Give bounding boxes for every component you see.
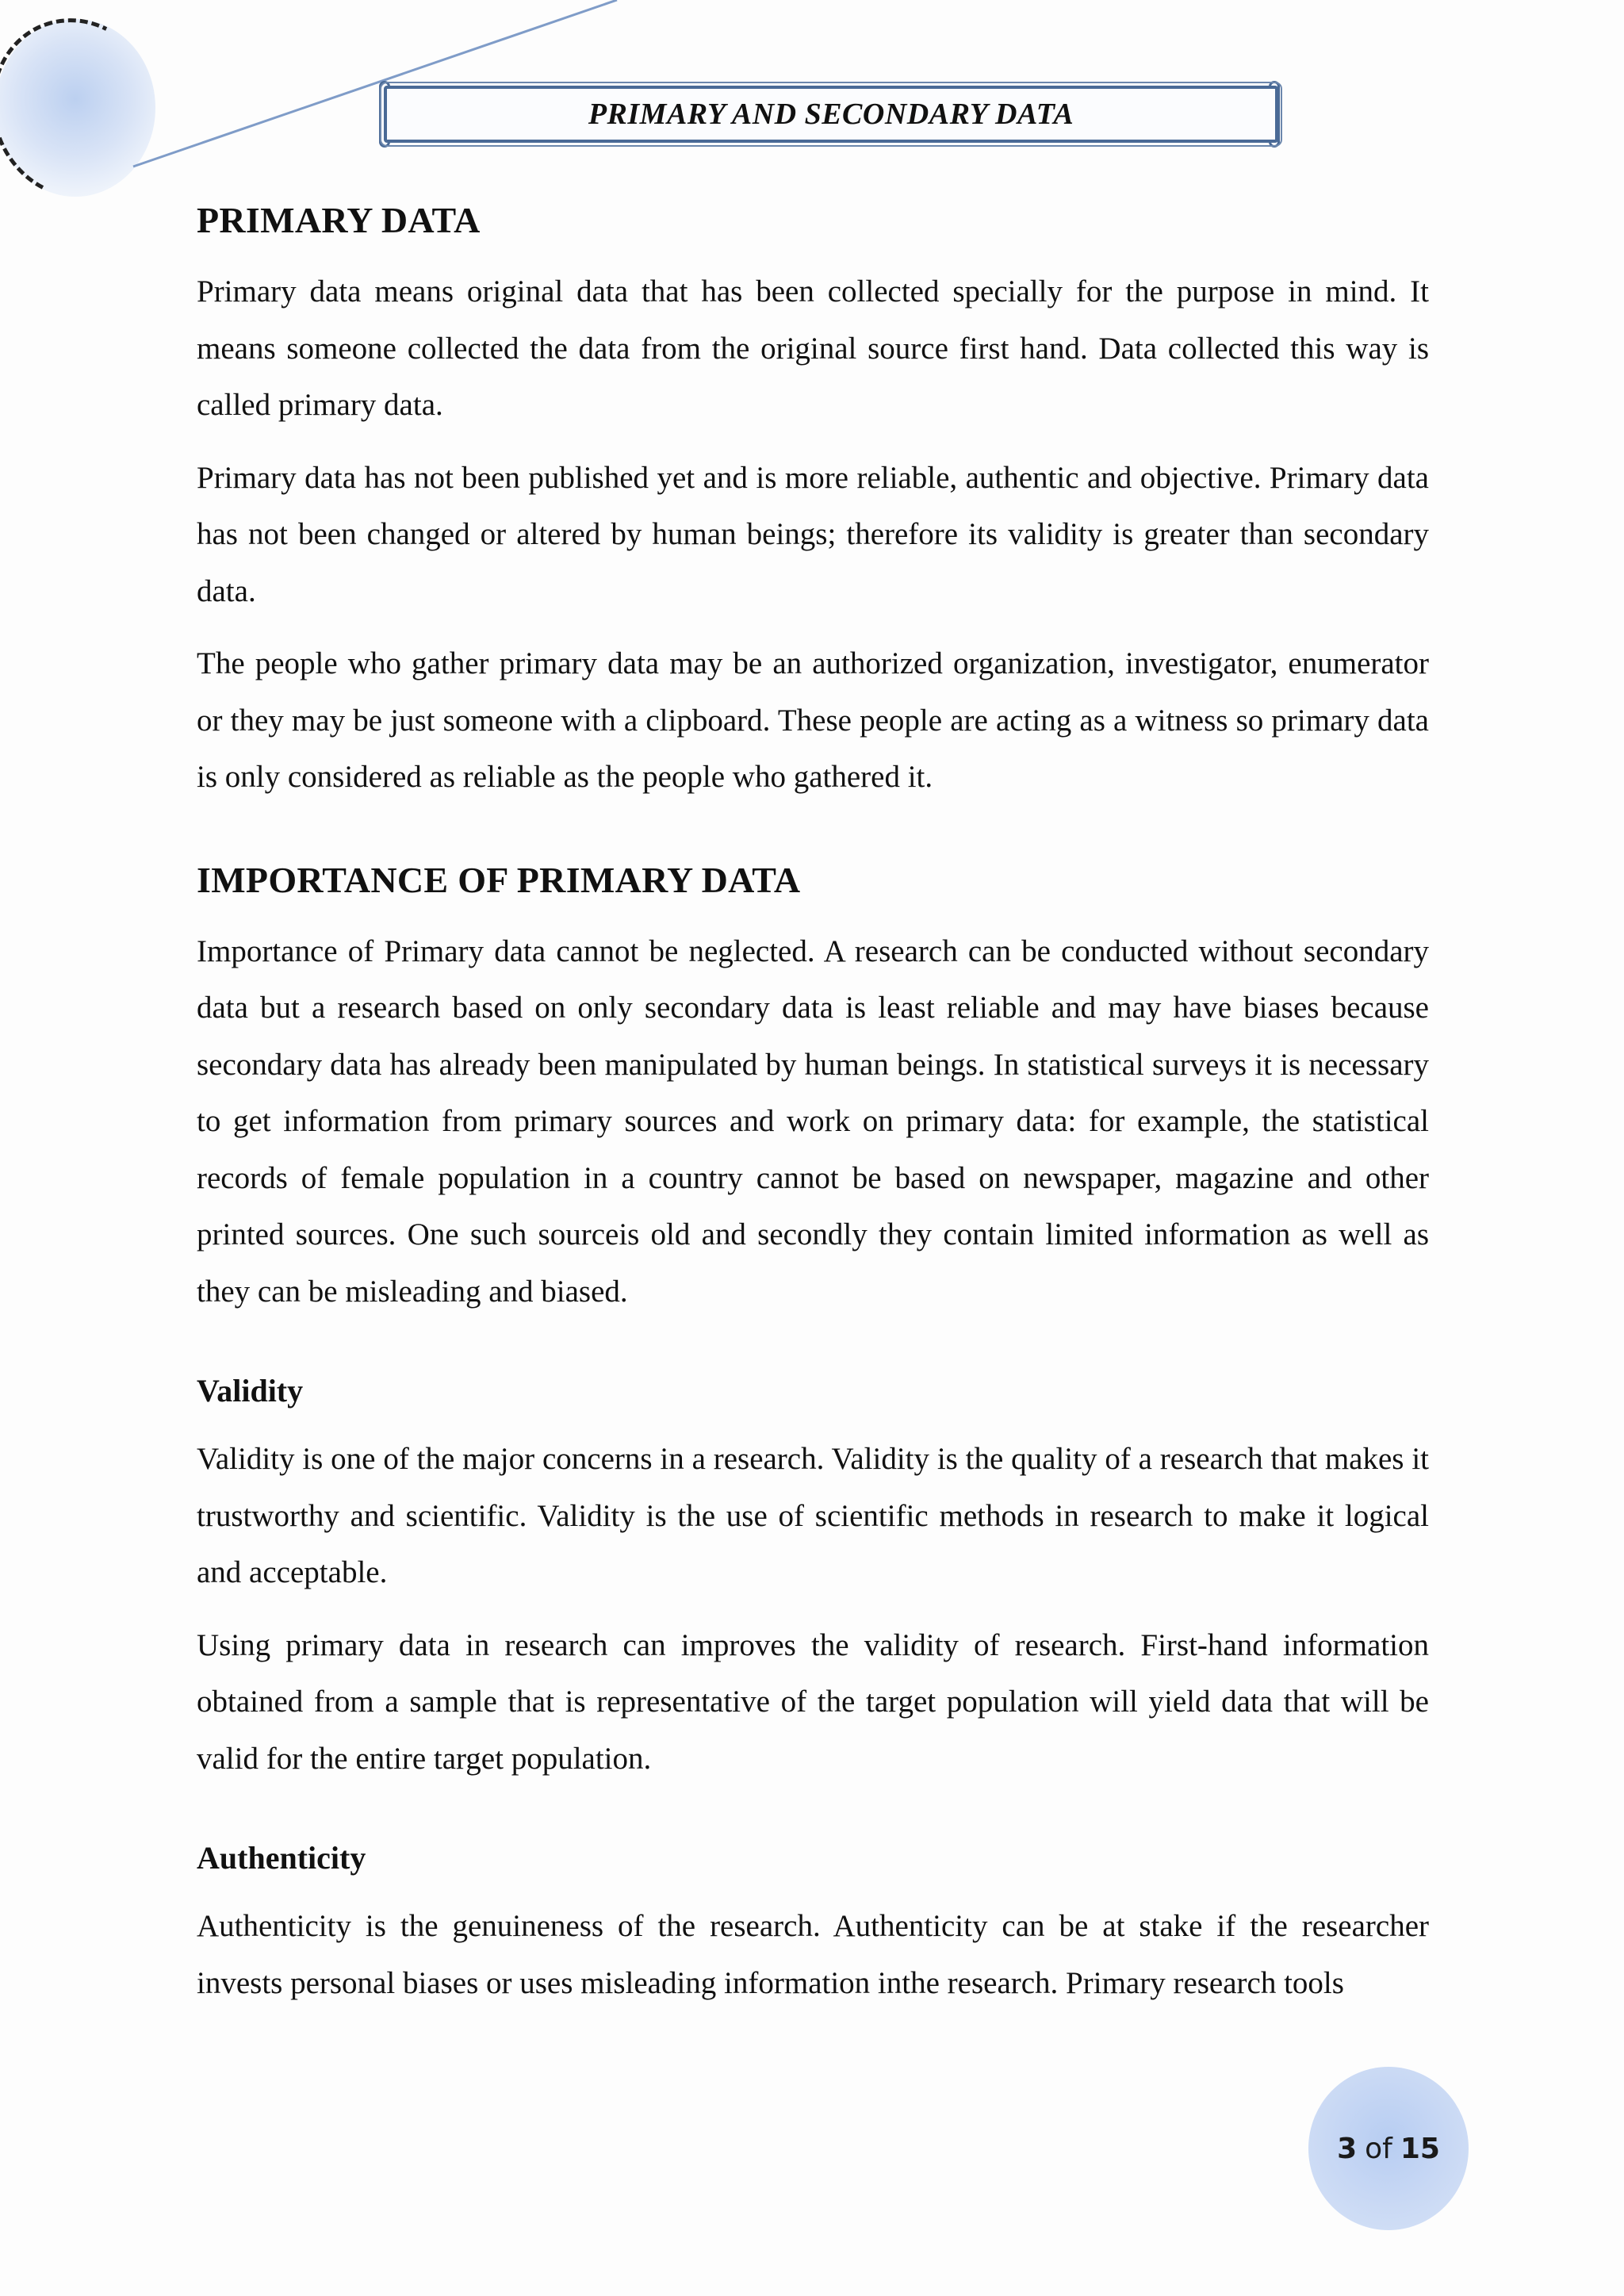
running-header: [384, 86, 1278, 143]
running-header-title: PRIMARY AND SECONDARY DATA: [588, 98, 1074, 131]
paragraph: Primary data has not been published yet and is more reliable, authentic and objective. Primary data has not been changed or altered by human beings; therefore its validity is greater than secondary data.: [197, 460, 1429, 608]
section-heading-importance: IMPORTANCE OF PRIMARY DATA: [197, 859, 801, 900]
page-number-total: 15: [1400, 2132, 1440, 2165]
paragraph: Importance of Primary data cannot be neglected. A research can be conducted without secondary data but a research based on only secondary data is least reliable and may have biases because secondary data has already been manipulated by human beings. In statistical surveys it is necessary to get information from primary sources and work on primary data: for example, the statistical records of female population in a country cannot be based on newspaper, magazine and other printed sources. One such sourceis old and secondly they contain limited information as well as they can be misleading and biased.: [197, 933, 1429, 1309]
paragraph: Authenticity is the genuineness of the research. Authenticity can be at stake if the researcher invests personal biases or uses misleading information inthe research. Primary research tools: [197, 1909, 1429, 2000]
page-number-of: of: [1365, 2132, 1392, 2165]
paragraph: The people who gather primary data may be an authorized organization, investigator, enumerator or they may be just someone with a clipboard. These people are acting as a witness so primary data is only considered as reliable as the people who gathered it.: [197, 646, 1429, 794]
document-body: [197, 189, 1429, 2027]
paragraph: Primary data means original data that has been collected specially for the purpose in mind. It means someone collected the data from the original source first hand. Data collected this way is called primary data.: [197, 274, 1429, 422]
section-heading-primary-data: PRIMARY DATA: [197, 200, 481, 240]
paragraph: Using primary data in research can improves the validity of research. First-hand information obtained from a sample that is representative of the target population will yield data that will be valid for the entire target population.: [197, 1627, 1429, 1776]
page-number-current: 3: [1337, 2132, 1358, 2165]
subheading-validity: Validity: [197, 1373, 304, 1409]
paragraph: Validity is one of the major concerns in a research. Validity is the quality of a research that makes it trustworthy and scientific. Validity is the use of scientific methods in research to make it logical and acceptable.: [197, 1442, 1429, 1589]
page-number-badge: [1308, 2067, 1469, 2230]
subheading-authenticity: Authenticity: [197, 1840, 366, 1876]
